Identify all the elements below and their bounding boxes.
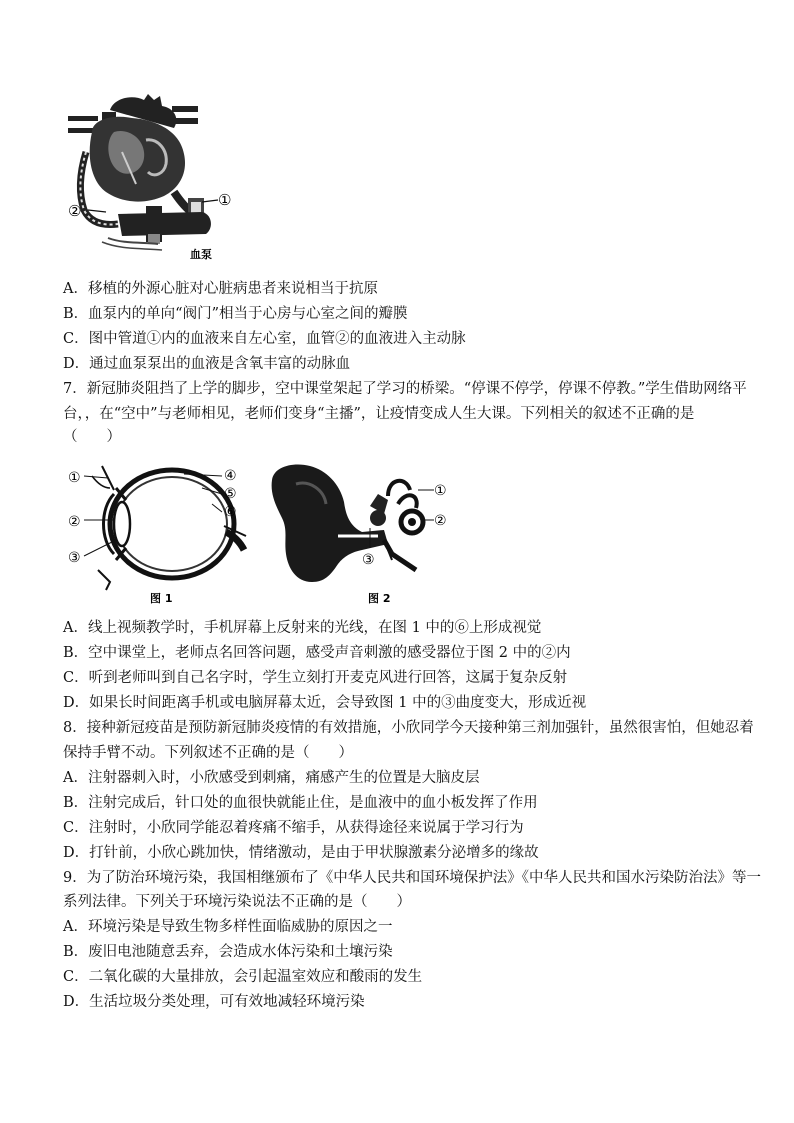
ear-figure-caption: 图 2	[368, 592, 391, 605]
q8-option-a: A．注射器刺入时，小欣感受到刺痛，痛感产生的位置是大脑皮层	[63, 770, 480, 786]
q7-option-a: A．线上视频教学时，手机屏幕上反射来的光线，在图 1 中的⑥上形成视觉	[63, 620, 542, 636]
q6-option-c: C．图中管道①内的血液来自左心室，血管②的血液进入主动脉	[63, 331, 466, 347]
heart-marker-2: ②	[68, 202, 82, 220]
q9-stem-line1: 9．为了防治环境污染，我国相继颁布了《中华人民共和国环境保护法》《中华人民共和国水污染防治法》等一	[63, 870, 761, 886]
eye-figure	[64, 458, 250, 610]
q6-option-d: D．通过血泵泵出的血液是含氧丰富的动脉血	[63, 356, 351, 372]
q7-stem-line1: 7．新冠肺炎阻挡了上学的脚步，空中课堂架起了学习的桥梁。“停课不停学，停课不停教。”学生借助网络平	[63, 381, 747, 397]
q7-option-d: D．如果长时间距离手机或电脑屏幕太近，会导致图 1 中的③曲度变大，形成近视	[63, 695, 587, 711]
heart-pump-figure	[62, 92, 252, 264]
heart-marker-1: ①	[218, 191, 232, 209]
q7-stem-line3: （ ）	[63, 429, 121, 445]
q9-option-b: B．废旧电池随意丢弃，会造成水体污染和土壤污染	[63, 944, 393, 960]
q8-stem-line2: 保持手臂不动。下列叙述不正确的是（ ）	[63, 745, 353, 761]
eye-marker-6: ⑥	[224, 504, 237, 520]
ear-marker-3: ③	[362, 552, 375, 568]
q8-option-d: D．打针前，小欣心跳加快，情绪激动，是由于甲状腺激素分泌增多的缘故	[63, 845, 539, 861]
eye-marker-5: ⑤	[224, 486, 237, 502]
q9-option-a: A．环境污染是导致生物多样性面临威胁的原因之一	[63, 919, 393, 935]
q9-option-c: C．二氧化碳的大量排放，会引起温室效应和酸雨的发生	[63, 969, 423, 985]
q6-option-a: A．移植的外源心脏对心脏病患者来说相当于抗原	[63, 281, 378, 297]
pump-label: 血泵	[190, 248, 212, 261]
eye-marker-1: ①	[68, 470, 81, 486]
q7-option-b: B．空中课堂上，老师点名回答问题，感受声音刺激的感受器位于图 2 中的②内	[63, 645, 571, 661]
ear-figure	[266, 460, 466, 610]
q8-stem-line1: 8．接种新冠疫苗是预防新冠肺炎疫情的有效措施，小欣同学今天接种第三剂加强针，虽然很害怕，但她忍着	[63, 720, 754, 736]
ear-marker-2: ②	[434, 513, 447, 529]
q7-stem-line2: 台，，在“空中”与老师相见，老师们变身“主播”，让疫情变成人生大课。下列相关的叙述不正确的是	[63, 406, 695, 422]
q9-stem-line2: 系列法律。下列关于环境污染说法不正确的是（ ）	[63, 894, 411, 910]
q9-option-d: D．生活垃圾分类处理，可有效地减轻环境污染	[63, 994, 365, 1010]
eye-marker-4: ④	[224, 468, 237, 484]
ear-marker-1: ①	[434, 483, 447, 499]
q8-option-c: C．注射时，小欣同学能忍着疼痛不缩手，从获得途径来说属于学习行为	[63, 820, 524, 836]
eye-figure-caption: 图 1	[150, 592, 173, 605]
q8-option-b: B．注射完成后，针口处的血很快就能止住，是血液中的血小板发挥了作用	[63, 795, 538, 811]
eye-marker-3: ③	[68, 550, 81, 566]
q6-option-b: B．血泵内的单向“阀门”相当于心房与心室之间的瓣膜	[63, 306, 408, 322]
eye-marker-2: ②	[68, 514, 81, 530]
q7-option-c: C．听到老师叫到自己名字时，学生立刻打开麦克风进行回答，这属于复杂反射	[63, 670, 568, 686]
